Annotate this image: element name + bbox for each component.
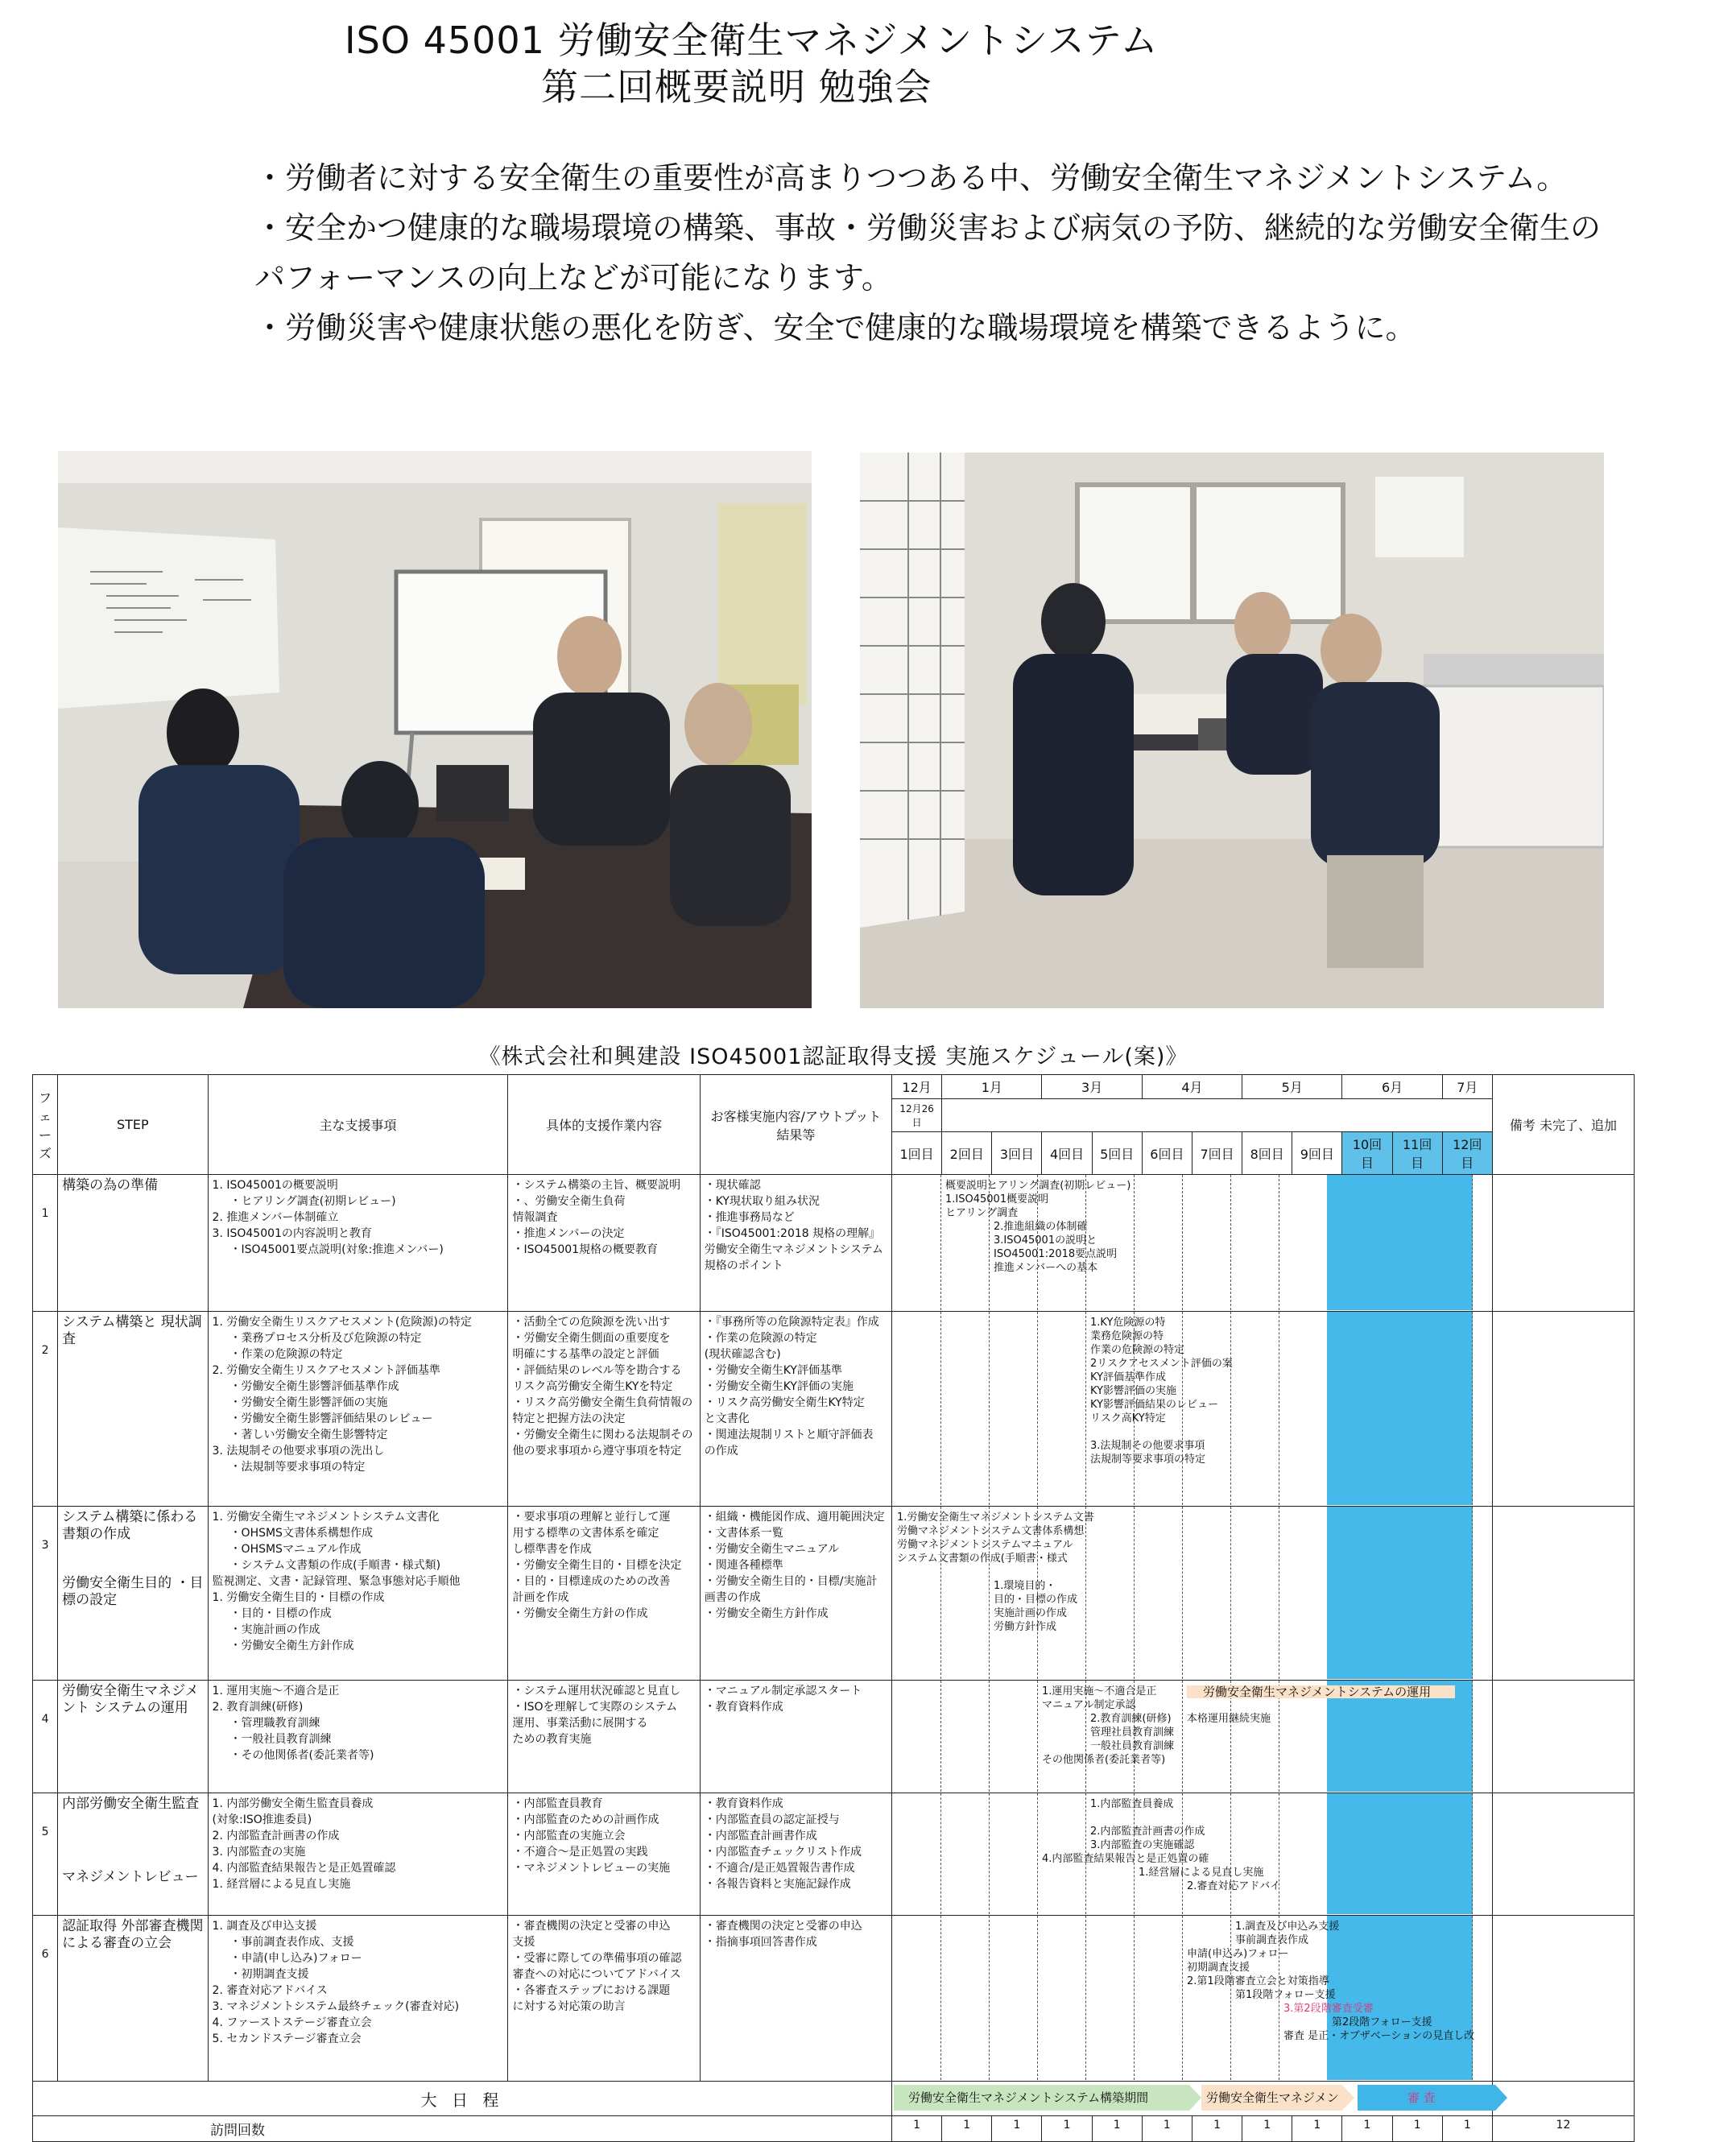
support-item-line: ・労働安全衛生影響評価基準作成 <box>229 1380 399 1393</box>
support-item-line: 2. 労働安全衛生リスクアセスメント評価基準 <box>212 1364 440 1377</box>
gantt-bar-label: その他関係者(委託業者等) <box>1042 1754 1166 1766</box>
support-item-line: ・ISO45001要点説明(対象:推進メンバー) <box>229 1243 444 1256</box>
phase-number: 1 <box>33 1175 58 1312</box>
support-detail-line: ・目的・目標達成のための改善 <box>512 1575 671 1588</box>
phase-number: 2 <box>33 1312 58 1507</box>
customer-output-line: ・教育資料作成 <box>704 1797 783 1810</box>
gantt-bar-label: 3.法規制その他要求事項 <box>1090 1440 1205 1452</box>
visit-header: 2回目 <box>942 1132 992 1175</box>
visit-count-total: 12 <box>1492 2116 1634 2142</box>
remarks-cell <box>1492 1175 1634 1312</box>
support-item-line: 1. 労働安全衛生マネジメントシステム文書化 <box>212 1511 440 1524</box>
implementation-schedule <box>32 1039 1635 2139</box>
schedule-table <box>32 1074 1635 2142</box>
support-detail-line: ための教育実施 <box>512 1733 592 1746</box>
support-item-line: 3. ISO45001の内容説明と教育 <box>212 1227 372 1240</box>
customer-output-line: と文書化 <box>704 1412 750 1425</box>
header-remarks: 備考 未完了、追加 <box>1492 1075 1634 1175</box>
support-detail <box>508 1312 700 1507</box>
gantt-bar-label: 3.内部監査の実施確認 <box>1090 1839 1195 1851</box>
support-detail-line: に対する対応策の助言 <box>512 2000 626 2013</box>
gantt-cell <box>892 1312 1493 1507</box>
support-item-line: ・作業の危険源の特定 <box>229 1348 343 1361</box>
support-item-line: 2. 内部監査計画書の作成 <box>212 1830 340 1842</box>
gantt-cell <box>892 1793 1493 1916</box>
support-detail-line: ・労働安全衛生側面の重要度を <box>512 1332 671 1345</box>
header-customer: お客様実施内容/アウトプット 結果等 <box>700 1075 891 1175</box>
gantt-bar-label: 1.KY危険源の特 <box>1090 1317 1166 1329</box>
month-header: 7月 <box>1442 1075 1492 1099</box>
support-item-line: ・実施計画の作成 <box>229 1623 320 1636</box>
visit-header: 5回目 <box>1092 1132 1142 1175</box>
support-item-line: ・目的・目標の作成 <box>229 1607 332 1620</box>
step-label-secondary: マネジメントレビュー <box>62 1869 199 1885</box>
support-item-line: ・労働安全衛生影響評価結果のレビュー <box>229 1412 433 1425</box>
intro-bullet: パフォーマンスの向上などが可能になります。 <box>254 260 892 296</box>
gantt-bar-label: 実施計画の作成 <box>994 1607 1068 1619</box>
schedule-title: 《株式会社和興建設 ISO45001認証取得支援 実施スケジュール(案)》 <box>478 1044 1188 1069</box>
gantt-bar-label: 本格運用継続実施 <box>1187 1713 1271 1725</box>
support-detail-line: ・、労働安全衛生負荷 <box>512 1195 626 1208</box>
visit-count: 1 <box>892 2116 942 2142</box>
support-detail <box>508 1681 700 1793</box>
support-detail-line: ・システム構築の主旨、概要説明 <box>512 1179 681 1192</box>
gantt-bar-label: 2.内部監査計画書の作成 <box>1090 1826 1205 1838</box>
gantt-bar-label: KY影響評価の実施 <box>1090 1385 1177 1397</box>
support-item-line: ・一般社員教育訓練 <box>229 1733 332 1746</box>
visit-count: 1 <box>1092 2116 1142 2142</box>
month-header: 1月 <box>942 1075 1042 1099</box>
support-detail-line: ・各審査ステップにおける課題 <box>512 1984 671 1997</box>
customer-output <box>700 1507 891 1681</box>
support-detail-line: ・ISOを理解して実際のシステム <box>512 1701 678 1714</box>
visit-header: 1回目 <box>892 1132 942 1175</box>
customer-output-line: (現状確認含む) <box>704 1348 781 1361</box>
visit-count: 1 <box>992 2116 1042 2142</box>
customer-output <box>700 1175 891 1312</box>
visit-count: 1 <box>1392 2116 1442 2142</box>
gantt-bar-label: リスク高KY特定 <box>1090 1412 1166 1425</box>
remarks-cell <box>1492 1916 1634 2082</box>
gantt-bar-label: 2リスクアセスメント評価の案 <box>1090 1358 1233 1370</box>
customer-output-line: ・KY現状取り組み状況 <box>704 1195 820 1208</box>
phase-number: 6 <box>33 1916 58 2082</box>
customer-output-line: ・労働安全衛生KY評価基準 <box>704 1364 842 1377</box>
month-header: 4月 <box>1142 1075 1242 1099</box>
support-item-line: ・OHSMSマニュアル作成 <box>229 1543 362 1556</box>
support-detail-line: ・内部監査員教育 <box>512 1797 603 1810</box>
support-item-line: 4. 内部監査結果報告と是正処置確認 <box>212 1862 396 1875</box>
visit-header: 3回目 <box>992 1132 1042 1175</box>
gantt-bar-label: 申請(申込み)フォロー <box>1187 1948 1289 1960</box>
support-item-line: 監視測定、文書・記録管理、緊急事態対応手順他 <box>212 1575 461 1588</box>
customer-output-line: ・指摘事項回答書作成 <box>704 1936 817 1949</box>
customer-output <box>700 1793 891 1916</box>
visit-count: 1 <box>1442 2116 1492 2142</box>
phase-operation-label: 労働安全衛生マネジメン <box>1206 2090 1339 2105</box>
gantt-bar-label: 4.内部監査結果報告と是正処置の確 <box>1042 1853 1209 1865</box>
support-detail-line: ・労働安全衛生目的・目標を決定 <box>512 1559 682 1572</box>
customer-output-line: ・関連法規制リストと順守評価表 <box>704 1429 874 1441</box>
support-detail-line: し標準書を作成 <box>512 1543 592 1556</box>
gantt-bar-label: 業務危険源の特 <box>1090 1330 1164 1342</box>
visit-count: 1 <box>1292 2116 1342 2142</box>
visit-header: 11回目 <box>1392 1132 1442 1175</box>
support-item-line: 1. 労働安全衛生目的・目標の作成 <box>212 1591 385 1604</box>
support-detail-line: ・労働安全衛生に関わる法規制その <box>512 1429 693 1441</box>
step-label: 構築の為の準備 <box>62 1177 159 1193</box>
header-main: 主な支援事項 <box>208 1075 508 1175</box>
support-detail-line: リスク高労働安全衛生KYを特定 <box>512 1380 673 1393</box>
support-detail-line: ・内部監査の実施立会 <box>512 1830 626 1842</box>
gantt-bar-label: 労働方針作成 <box>994 1621 1057 1633</box>
customer-output-line: の作成 <box>704 1445 738 1458</box>
support-item-line: ・システム文書類の作成(手順書・様式類) <box>229 1559 441 1572</box>
phase-number: 4 <box>33 1681 58 1793</box>
gantt-bar-label: 2.教育訓練(研修) <box>1090 1713 1172 1725</box>
support-item-line: (対象:ISO推進委員) <box>212 1813 312 1826</box>
support-detail-line: 運用、事業活動に展開する <box>512 1717 648 1730</box>
gantt-bar-label: 第1段階フォロー支援 <box>1235 1989 1336 2001</box>
support-item-line: ・OHSMS文書体系構想作成 <box>229 1527 373 1540</box>
customer-output-line: 労働安全衛生マネジメントシステム規格のポイント <box>704 1243 883 1272</box>
support-item <box>208 1681 508 1793</box>
customer-output-line: ・『事務所等の危険源特定表』作成 <box>704 1316 879 1329</box>
support-detail-line: ・リスク高労働安全衛生負荷情報の <box>512 1396 693 1409</box>
support-item <box>208 1916 508 2082</box>
header-detail: 具体的支援作業内容 <box>508 1075 700 1175</box>
month-header: 6月 <box>1342 1075 1442 1099</box>
customer-output-line: ・各報告資料と実施記録作成 <box>704 1878 851 1891</box>
visit-header: 6回目 <box>1142 1132 1192 1175</box>
customer-output-line: ・文書体系一覧 <box>704 1527 783 1540</box>
gantt-bar-label: 労働安全衛生マネジメントシステムの運用 <box>1187 1685 1455 1698</box>
intro-bullet: ・労働災害や健康状態の悪化を防ぎ、安全で健康的な職場環境を構築できるように。 <box>254 310 1416 345</box>
step-cell <box>58 1793 208 1916</box>
gantt-bar-label: 概要説明ヒアリング調査(初期レビュー) <box>945 1180 1131 1192</box>
document-title: ISO 45001 労働安全衛生マネジメントシステム <box>345 19 1159 62</box>
visit-header: 4回目 <box>1042 1132 1092 1175</box>
customer-output-line: ・推進事務局など <box>704 1211 795 1224</box>
visit-header: 9回目 <box>1292 1132 1342 1175</box>
support-item <box>208 1793 508 1916</box>
support-detail-line: ・システム運用状況確認と見直し <box>512 1685 681 1697</box>
gantt-bar-label: 1.環境目的・ <box>994 1580 1056 1592</box>
gantt-cell <box>892 1175 1493 1312</box>
support-item-line: 1. 労働安全衛生リスクアセスメント(危険源)の特定 <box>212 1316 472 1329</box>
customer-output <box>700 1681 891 1793</box>
support-item-line: ・ヒアリング調査(初期レビュー) <box>229 1195 396 1208</box>
step-cell <box>58 1175 208 1312</box>
step-label: 内部労働安全衛生監査 <box>62 1796 200 1812</box>
support-item-line: ・業務プロセス分析及び危険源の特定 <box>229 1332 422 1345</box>
visit-count: 1 <box>942 2116 992 2142</box>
customer-output-line: ・内部監査計画書作成 <box>704 1830 817 1842</box>
visit-count: 1 <box>1142 2116 1192 2142</box>
visit-header: 12回目 <box>1442 1132 1492 1175</box>
gantt-bar-label: マニュアル制定承認 <box>1042 1699 1136 1711</box>
support-item-line: 3. 法規制その他要求事項の洗出し <box>212 1445 385 1458</box>
support-detail-line: 支援 <box>512 1936 535 1949</box>
remarks-cell <box>1492 1793 1634 1916</box>
step-cell <box>58 1312 208 1507</box>
gantt-cell <box>892 1507 1493 1681</box>
gantt-bar-label: 審査 是正・オブザベーションの見直し改 <box>1283 2030 1475 2042</box>
support-detail-line: ・労働安全衛生方針の作成 <box>512 1607 648 1620</box>
support-detail-line: ・評価結果のレベル等を勘合する <box>512 1364 682 1377</box>
customer-output-line: ・審査機関の決定と受審の申込 <box>704 1920 862 1933</box>
support-detail-line: 明確にする基準の設定と評価 <box>512 1348 659 1361</box>
month-header: 12月 <box>892 1075 942 1099</box>
gantt-bar-label: 1.ISO45001概要説明 <box>945 1193 1049 1205</box>
support-item-line: ・労働安全衛生方針作成 <box>229 1640 354 1652</box>
customer-output-line: ・労働安全衛生マニュアル <box>704 1543 840 1556</box>
visit-header: 7回目 <box>1192 1132 1242 1175</box>
gantt-cell <box>892 1681 1493 1793</box>
gantt-bar-label: ヒアリング調査 <box>945 1207 1019 1219</box>
support-detail-line: 計画を作成 <box>512 1591 569 1604</box>
gantt-bar-label: 3.第2段階審査受審 <box>1283 2003 1374 2015</box>
support-detail-line: ・ISO45001規格の概要教育 <box>512 1243 659 1256</box>
visit-count: 1 <box>1342 2116 1392 2142</box>
support-detail <box>508 1916 700 2082</box>
support-item <box>208 1175 508 1312</box>
customer-output-line: ・労働安全衛生目的・目標/実施計画書の作成 <box>704 1575 878 1604</box>
support-item-line: ・初期調査支援 <box>229 1968 309 1981</box>
gantt-bar-label: 管理社員教育訓練 <box>1090 1726 1175 1739</box>
support-item-line: 1. 内部労働安全衛生監査員養成 <box>212 1797 374 1810</box>
support-item-line: ・管理職教育訓練 <box>229 1717 320 1730</box>
gantt-bar-label: 事前調査表作成 <box>1235 1934 1309 1946</box>
customer-output-line: ・作業の危険源の特定 <box>704 1332 817 1345</box>
gantt-bar-label: 一般社員教育訓練 <box>1090 1740 1175 1752</box>
gantt-bar-label: 2.第1段階審査立会と対策指導 <box>1187 1975 1329 1987</box>
phase-number: 3 <box>33 1507 58 1681</box>
gantt-bar-label: 目的・目標の作成 <box>994 1594 1078 1606</box>
support-item-line: 3. 内部監査の実施 <box>212 1846 306 1859</box>
support-detail-line: ・内部監査のための計画作成 <box>512 1813 659 1826</box>
support-item-line: ・申請(申し込み)フォロー <box>229 1952 362 1965</box>
support-item-line: 2. 審査対応アドバイス <box>212 1984 328 1997</box>
gantt-bar-label: 作業の危険源の特定 <box>1090 1344 1185 1356</box>
customer-output-line: ・関連各種標準 <box>704 1559 783 1572</box>
step-label-secondary: 労働安全衛生目的 ・目標の設定 <box>62 1575 204 1608</box>
step-label: 認証取得 外部審査機関 による審査の立会 <box>62 1918 204 1951</box>
gantt-bar-label: 2.推進組織の体制確 <box>994 1221 1088 1233</box>
phase-audit-label: 審 査 <box>1407 2090 1436 2105</box>
first-visit-date: 12月26日 <box>892 1099 942 1132</box>
step-label: 労働安全衛生マネジメント システムの運用 <box>62 1683 199 1716</box>
support-item-line: 1. ISO45001の概要説明 <box>212 1179 338 1192</box>
gantt-bar-label: 労働マネジメントシステムマニュアル <box>897 1539 1073 1551</box>
customer-output-line: ・不適合/是正処置報告書作成 <box>704 1862 855 1875</box>
support-item-line: 1. 調査及び申込支援 <box>212 1920 317 1933</box>
gantt-bar-label: 1.調査及び申込み支援 <box>1235 1921 1340 1933</box>
gantt-cell <box>892 1916 1493 2082</box>
customer-output-line: ・教育資料作成 <box>704 1701 783 1714</box>
customer-output <box>700 1916 891 2082</box>
support-item-line: 2. 推進メンバー体制確立 <box>212 1211 339 1224</box>
gantt-bar-label: KY影響評価結果のレビュー <box>1090 1399 1219 1411</box>
support-detail-line: 特定と把握方法の決定 <box>512 1412 626 1425</box>
intro-bullet: ・安全かつ健康的な職場環境の構築、事故・労働災害および病気の予防、継続的な労働安全衛生の <box>254 210 1602 246</box>
customer-output-line: ・『ISO45001:2018 規格の理解』 <box>704 1227 881 1240</box>
gantt-bar-label: 3.ISO45001の説明と <box>994 1234 1097 1247</box>
visit-header: 10回目 <box>1342 1132 1392 1175</box>
support-detail-line: 情報調査 <box>512 1211 558 1224</box>
support-detail <box>508 1507 700 1681</box>
gantt-bar-label: 労働マネジメントシステム文書体系構想 <box>897 1525 1085 1537</box>
gantt-bar-label: 初期調査支援 <box>1187 1962 1250 1974</box>
gantt-bar-label: 1.運用実施〜不適合是正 <box>1042 1685 1157 1697</box>
step-cell <box>58 1507 208 1681</box>
customer-output-line: ・内部監査チェックリスト作成 <box>704 1846 862 1859</box>
remarks-cell <box>1492 1312 1634 1507</box>
support-detail-line: 審査への対応についてアドバイス <box>512 1968 681 1981</box>
support-detail-line: ・不適合〜是正処置の実践 <box>512 1846 648 1859</box>
support-item-line: 2. 教育訓練(研修) <box>212 1701 304 1714</box>
support-item-line: 1. 経営層による見直し実施 <box>212 1878 351 1891</box>
support-item-line: 3. マネジメントシステム最終チェック(審査対応) <box>212 2000 460 2013</box>
visit-header: 8回目 <box>1242 1132 1292 1175</box>
support-item-line: 4. ファーストステージ審査立会 <box>212 2016 372 2029</box>
step-label: システム構築と 現状調査 <box>62 1314 202 1347</box>
customer-output-line: ・労働安全衛生KY評価の実施 <box>704 1380 854 1393</box>
support-item-line: ・著しい労働安全衛生影響特定 <box>229 1429 388 1441</box>
document-subtitle: 第二回概要説明 勉強会 <box>541 65 932 109</box>
customer-output-line: ・マニュアル制定承認スタート <box>704 1685 862 1697</box>
header-phase: フェーズ <box>33 1075 58 1175</box>
support-detail-line: ・推進メンバーの決定 <box>512 1227 625 1240</box>
support-detail-line: 他の要求事項から遵守事項を特定 <box>512 1445 682 1458</box>
master-schedule-label: 大 日 程 <box>33 2082 892 2116</box>
visit-count: 1 <box>1042 2116 1092 2142</box>
support-detail-line: ・審査機関の決定と受審の申込 <box>512 1920 671 1933</box>
header-step: STEP <box>58 1075 208 1175</box>
support-detail-line: ・要求事項の理解と並行して運 <box>512 1511 671 1524</box>
customer-output-line: ・内部監査員の認定証授与 <box>704 1813 840 1826</box>
support-detail <box>508 1175 700 1312</box>
gantt-bar-label: 1.労働安全衛生マネジメントシステム文書 <box>897 1511 1094 1524</box>
step-label: システム構築に係わる 書類の作成 <box>62 1509 198 1542</box>
remarks-cell <box>1492 1681 1634 1793</box>
meeting-room-table-photo <box>860 453 1604 1008</box>
remarks-cell <box>1492 1507 1634 1681</box>
customer-output-line: ・現状確認 <box>704 1179 761 1192</box>
support-detail-line: ・マネジメントレビューの実施 <box>512 1862 671 1875</box>
customer-output-line: ・労働安全衛生方針作成 <box>704 1607 829 1620</box>
support-item-line: 1. 運用実施〜不適合是正 <box>212 1685 340 1697</box>
gantt-bar-label: ISO45001:2018要点説明 <box>994 1248 1118 1260</box>
gantt-bar-label: システム文書類の作成(手順書・様式 <box>897 1553 1068 1565</box>
intro-bullets <box>254 153 1601 353</box>
support-detail-line: 用する標準の文書体系を確定 <box>512 1527 659 1540</box>
gantt-bar-label: 推進メンバーへの基本 <box>994 1262 1098 1274</box>
step-cell <box>58 1916 208 2082</box>
month-header: 3月 <box>1042 1075 1142 1099</box>
month-header: 5月 <box>1242 1075 1342 1099</box>
support-item <box>208 1507 508 1681</box>
customer-output <box>700 1312 891 1507</box>
support-item-line: ・労働安全衛生影響評価の実施 <box>229 1396 388 1409</box>
visit-count: 1 <box>1242 2116 1292 2142</box>
phase-build-label: 労働安全衛生マネジメントシステム構築期間 <box>908 2090 1149 2105</box>
intro-bullet: ・労働者に対する安全衛生の重要性が高まりつつある中、労働安全衛生マネジメントシステム。 <box>254 160 1568 196</box>
support-item-line: ・その他関係者(委託業者等) <box>229 1749 374 1762</box>
meeting-room-presentation-photo <box>58 451 812 1008</box>
customer-output-line: ・組織・機能図作成、適用範囲決定 <box>704 1511 885 1524</box>
support-detail-line: ・活動全ての危険源を洗い出す <box>512 1316 671 1329</box>
support-detail <box>508 1793 700 1916</box>
step-cell <box>58 1681 208 1793</box>
customer-output-line: ・リスク高労働安全衛生KY特定 <box>704 1396 865 1409</box>
support-item-line: 5. セカンドステージ審査立会 <box>212 2032 362 2045</box>
visit-count: 1 <box>1192 2116 1242 2142</box>
support-detail-line: ・受審に際しての準備事項の確認 <box>512 1952 682 1965</box>
support-item <box>208 1312 508 1507</box>
gantt-bar-label: 2.審査対応アドバイ <box>1187 1880 1281 1892</box>
phase-number: 5 <box>33 1793 58 1916</box>
gantt-bar-label: 法規制等要求事項の特定 <box>1090 1454 1206 1466</box>
gantt-bar-label: KY評価基準作成 <box>1090 1371 1167 1383</box>
support-item-line: ・法規制等要求事項の特定 <box>229 1461 366 1474</box>
gantt-bar-label: 1.内部監査員養成 <box>1090 1798 1174 1810</box>
gantt-bar-label: 1.経営層による見直し実施 <box>1139 1867 1264 1879</box>
gantt-bar-label: 第2段階フォロー支援 <box>1332 2016 1432 2028</box>
visit-count-label: 訪問回数 <box>33 2116 892 2142</box>
support-item-line: ・事前調査表作成、支援 <box>229 1936 354 1949</box>
